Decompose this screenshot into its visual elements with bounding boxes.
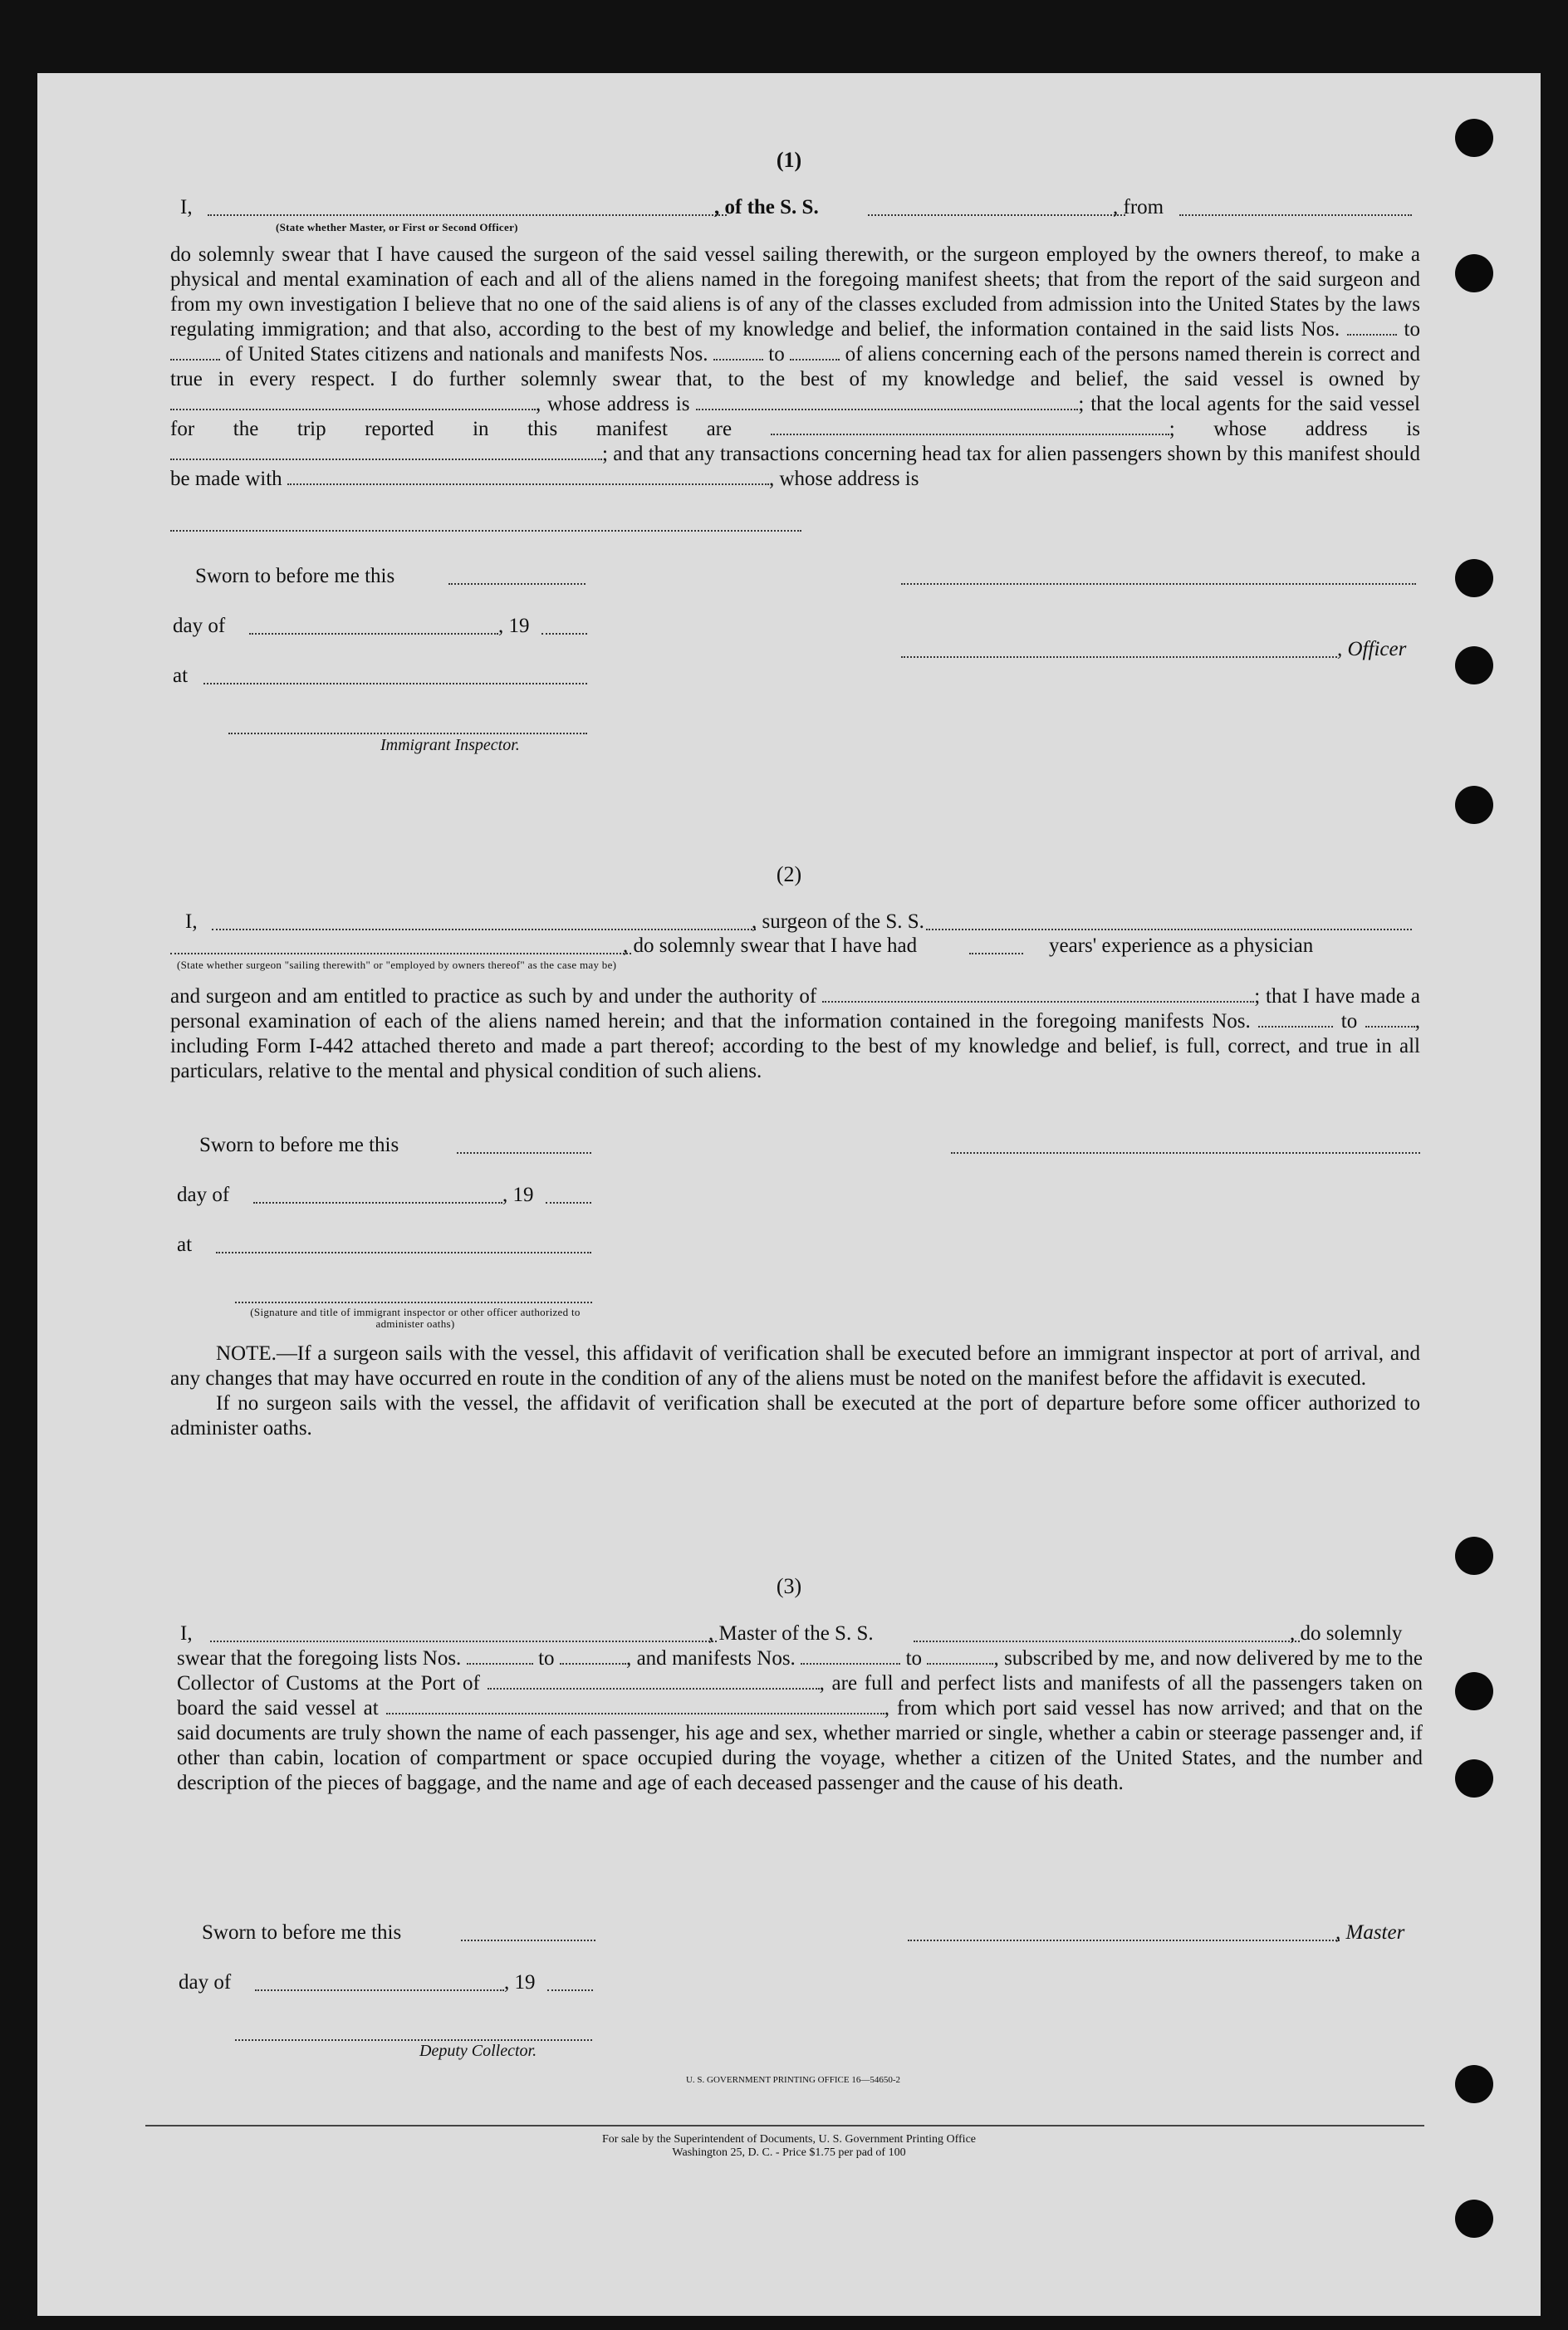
- punch-hole: [1455, 254, 1493, 292]
- s2-text-2: ; that I have made a personal examination of each of the aliens named herein; and that the information contained in the foregoing manifests Nos.: [170, 985, 1421, 1033]
- s2-note-label: NOTE.: [216, 1342, 277, 1365]
- s1-sworn: Sworn to before me this: [195, 565, 395, 587]
- s1-officer: , Officer: [1337, 638, 1407, 660]
- s3-manifests-from[interactable]: [801, 1648, 900, 1665]
- s3-day-of: day of: [179, 1971, 232, 1994]
- s2-at: at: [177, 1234, 193, 1256]
- s2-note-text-2: If no surgeon sails with the vessel, the affidavit of verification shall be executed at the port of departure before some officer authorized to administer oaths.: [170, 1392, 1420, 1440]
- s1-lists-from[interactable]: [1347, 319, 1397, 336]
- s3-lists-to[interactable]: [560, 1648, 626, 1665]
- s1-master-note: (State whether Master, or First or Second Officer): [276, 221, 518, 233]
- s1-nineteen: , 19: [498, 615, 530, 637]
- s2-sworn-field[interactable]: [457, 1150, 591, 1154]
- punch-hole: [1455, 1537, 1493, 1575]
- s1-local-agents: ; that the local agents for the said vessel for the trip reported in this manifest are: [170, 393, 1421, 440]
- s2-note-text: —If a surgeon sails with the vessel, this affidavit of verification shall be executed before an immigrant inspector at port of arrival, and any changes that may have occurred en route in the condition of any of the aliens must be noted on the manifest before the affidavit is executed.: [170, 1342, 1420, 1390]
- s2-name-field[interactable]: [212, 927, 756, 930]
- s1-to: to: [1404, 318, 1420, 341]
- s1-of-aliens: of aliens concerning each of the persons named therein is correct and true in every respect. I do further solemnly swear that, to the best of my knowledge and belief, the said vessel is owned by: [170, 343, 1421, 390]
- s2-note: [170, 1342, 1420, 1441]
- s2-to: to: [1340, 1010, 1358, 1033]
- s1-day-field[interactable]: [249, 631, 498, 635]
- s3-from-which: , from which port said vessel has now arrived; and that on the said documents are truly shown the name of each passenger, his age and sex, whether married or single, whether a cabin or steerage passenger and, if other than cabin, location of compartment or space occupied during the voyage, whether a citizen of the United States, and the number and description of the pieces of baggage, and the name and age of each deceased passenger and the cause of his death.: [177, 1697, 1423, 1794]
- footer-line-1: For sale by the Superintendent of Documents, U. S. Government Printing Office: [602, 2133, 976, 2146]
- punch-hole: [1455, 559, 1493, 597]
- s1-head-tax: ; and that any transactions concerning head tax for alien passengers shown by this manifest should be made with: [170, 443, 1420, 490]
- s3-body: [177, 1646, 1423, 1796]
- s3-master: , Master: [1335, 1921, 1405, 1944]
- punch-hole: [1455, 646, 1493, 684]
- s3-name-field[interactable]: [210, 1639, 717, 1642]
- s1-signature-field[interactable]: [901, 581, 1416, 585]
- s3-subscribed: , subscribed by me, and now delivered by me to the Collector of Customs at the Port of: [177, 1647, 1423, 1695]
- s3-and-manifests: , and manifests Nos.: [625, 1647, 796, 1670]
- s1-final-address-field[interactable]: [170, 528, 801, 532]
- s1-agents-address-field[interactable]: [170, 444, 602, 460]
- s2-status-field[interactable]: [170, 951, 631, 954]
- s1-year-field[interactable]: [541, 631, 587, 635]
- form-page: [37, 73, 1541, 2316]
- s3-departure-field[interactable]: [386, 1698, 884, 1714]
- s1-text-1: do solemnly swear that I have caused the surgeon of the said vessel sailing therewith, or the surgeon employed by the owners thereof, to make a physical and mental examination of each and all of the aliens named in the foregoing manifest sheets; that from the report of the said surgeon and from my own investigation I believe that no one of the said aliens is of any of the classes excluded from admission into the United States by the laws regulating immigration; and that also, according to the best of my knowledge and belief, the information contained in the said lists Nos.: [170, 243, 1420, 341]
- s1-to-2: to: [768, 343, 785, 365]
- s1-at: at: [173, 665, 189, 687]
- s1-whose-address: , whose address is: [536, 393, 690, 415]
- s2-manifests-to[interactable]: [1365, 1011, 1415, 1028]
- s2-body: [170, 984, 1420, 1084]
- s2-text-1: and surgeon and am entitled to practice as such by and under the authority of: [170, 985, 817, 1008]
- s3-sworn-field[interactable]: [461, 1938, 595, 1941]
- punch-hole: [1455, 786, 1493, 824]
- punch-hole: [1455, 2200, 1493, 2238]
- s2-sworn: Sworn to before me this: [199, 1134, 399, 1156]
- s3-master-of: , Master of the S. S.: [708, 1622, 874, 1645]
- s3-manifests-to[interactable]: [927, 1648, 993, 1665]
- s1-at-field[interactable]: [203, 681, 587, 684]
- s3-intro-i: I,: [180, 1622, 193, 1645]
- s3-day-field[interactable]: [255, 1988, 504, 1991]
- s2-swear: , do solemnly swear that I have had: [623, 934, 918, 957]
- s3-to-2: to: [905, 1647, 923, 1670]
- s1-name-field[interactable]: [208, 213, 727, 216]
- s2-at-field[interactable]: [216, 1250, 591, 1253]
- s3-port-field[interactable]: [488, 1673, 820, 1690]
- section-1-number: (1): [776, 148, 802, 172]
- s2-manifests-from[interactable]: [1258, 1011, 1333, 1028]
- s1-inspector-signature[interactable]: [228, 731, 587, 734]
- s2-day-of: day of: [177, 1184, 230, 1206]
- footer-line-2: Washington 25, D. C. - Price $1.75 per pad of 100: [672, 2146, 906, 2159]
- s1-of-ss: , of the S. S.: [714, 196, 819, 218]
- s1-manifests-from[interactable]: [713, 344, 763, 361]
- s2-inspector-signature[interactable]: [235, 1300, 592, 1303]
- s2-year-field[interactable]: [546, 1200, 591, 1204]
- s1-agents-field[interactable]: [771, 419, 1169, 435]
- s1-from-field[interactable]: [1179, 213, 1412, 216]
- s3-text-1: swear that the foregoing lists Nos.: [177, 1647, 462, 1670]
- punch-hole: [1455, 2065, 1493, 2103]
- s1-owner-field[interactable]: [170, 394, 536, 410]
- s3-vessel-field[interactable]: [914, 1639, 1300, 1642]
- s3-are-full: , are full and perfect lists and manifests of all the passengers taken on board the said vessel at: [177, 1672, 1423, 1719]
- printing-office-mark: U. S. GOVERNMENT PRINTING OFFICE 16—54650-2: [685, 2075, 900, 2085]
- s2-surgeon-note: (State whether surgeon "sailing therewith" or "employed by owners thereof" as the case may be): [177, 959, 617, 971]
- punch-hole: [1455, 1759, 1493, 1798]
- s3-nineteen: , 19: [504, 1971, 536, 1994]
- s1-head-tax-field[interactable]: [287, 468, 769, 485]
- footer-divider: [145, 2125, 1424, 2126]
- s1-from: , from: [1113, 196, 1164, 218]
- s1-whose-address-end: , whose address is: [768, 468, 919, 490]
- s1-sworn-field[interactable]: [448, 581, 586, 585]
- s2-authority-field[interactable]: [822, 986, 1254, 1003]
- s3-sworn: Sworn to before me this: [202, 1921, 402, 1944]
- s1-vessel-field[interactable]: [868, 213, 1125, 216]
- s1-owner-address-field[interactable]: [696, 394, 1078, 410]
- section-3-number: (3): [776, 1574, 802, 1598]
- s1-lists-to[interactable]: [170, 344, 220, 361]
- section-2-number: (2): [776, 862, 802, 886]
- s3-lists-from[interactable]: [467, 1648, 533, 1665]
- s3-year-field[interactable]: [547, 1988, 593, 1991]
- s1-us-citizens: of United States citizens and nationals and manifests Nos.: [225, 343, 708, 365]
- s2-intro-i: I,: [185, 910, 198, 933]
- s2-signature-field[interactable]: [951, 1150, 1420, 1154]
- s1-body: do solemnly swear that I have caused the surgeon of the said vessel sailing therewith, or the surgeon employed by the owners thereof, to make a physical and mental examination of each and all of the aliens named in the foregoing manifest sheets; that from the report of the said surgeon and from my own investigation I believe that no one of the said aliens is of any of the classes excluded from admission into the United States by the laws regulating immigration; and that also, according to the best of my knowledge and belief, the information contained in the said lists Nos. to of United States citizens and nationals and manifests Nos. to of aliens concerning each of the persons named therein is correct and true in every respect. I do further solemnly swear that, to the best of my knowledge and belief, the said vessel is owned by , whose address is ; that the local agents for the said vessel for the trip reported in this manifest are ; whose address is ; and that any transactions concerning head tax for alien passengers shown by this manifest should be made with , whose address is: [170, 243, 1421, 490]
- s2-day-field[interactable]: [253, 1200, 502, 1204]
- s1-day-of: day of: [173, 615, 226, 637]
- punch-hole: [1455, 1672, 1493, 1710]
- s1-officer-field[interactable]: [901, 655, 1337, 658]
- s2-nineteen: , 19: [502, 1184, 534, 1206]
- s1-manifests-to[interactable]: [790, 344, 840, 361]
- s2-sig-note: (Signature and title of immigrant inspector or other officer authorized to administer oaths): [250, 1306, 581, 1330]
- s2-years: years' experience as a physician: [1049, 934, 1314, 957]
- s2-vessel-field[interactable]: [926, 927, 1412, 930]
- s3-collector: Deputy Collector.: [419, 2042, 537, 2060]
- s3-to: to: [538, 1647, 555, 1670]
- s3-collector-signature[interactable]: [235, 2038, 592, 2041]
- s1-intro-i: I,: [180, 196, 193, 218]
- s2-text-3: , including Form I-442 attached thereto and made a part thereof; according to the best of my knowledge and belief, is full, correct, and true in all particulars, relative to the mental and physical condition of such aliens.: [170, 1010, 1420, 1082]
- s2-years-field[interactable]: [969, 951, 1023, 954]
- s1-whose-address-2: whose address is: [1213, 418, 1421, 440]
- s1-inspector: Immigrant Inspector.: [380, 736, 520, 754]
- footer-text: [37, 2133, 1541, 2160]
- s3-master-signature[interactable]: [908, 1938, 1340, 1941]
- s3-do-solemnly: , do solemnly: [1290, 1622, 1403, 1645]
- s2-surgeon-of: , surgeon of the S. S.: [752, 910, 924, 933]
